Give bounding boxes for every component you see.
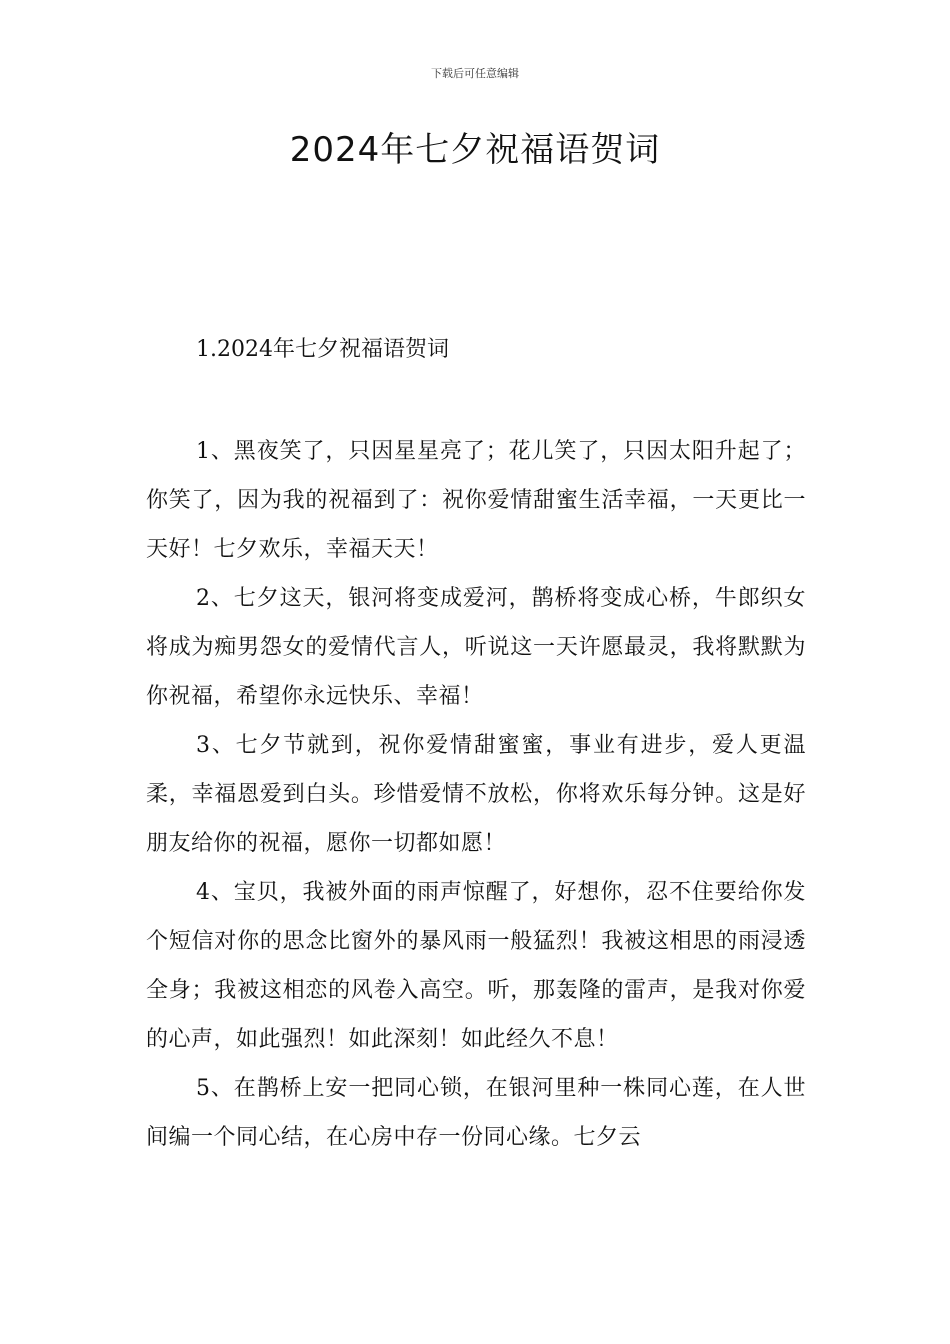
paragraph-4: 4、宝贝，我被外面的雨声惊醒了，好想你，忍不住要给你发个短信对你的思念比窗外的暴风雨一般猛烈！我被这相思的雨浸透全身；我被这相恋的风卷入高空。听，那轰隆的雷声，是我对你爱的心声，如此强烈！如此深刻！如此经久不息！ bbox=[146, 880, 806, 1052]
document-body bbox=[146, 427, 806, 1162]
paragraph-1: 1、黑夜笑了，只因星星亮了；花儿笑了，只因太阳升起了；你笑了，因为我的祝福到了：祝你爱情甜蜜生活幸福，一天更比一天好！七夕欢乐，幸福天天！ bbox=[146, 439, 806, 562]
section-heading: 1.2024年七夕祝福语贺词 bbox=[196, 337, 449, 362]
paragraph-5: 5、在鹊桥上安一把同心锁，在银河里种一株同心莲，在人世间编一个同心结，在心房中存一份同心缘。七夕云 bbox=[146, 1076, 806, 1150]
paragraph-2: 2、七夕这天，银河将变成爱河，鹊桥将变成心桥，牛郎织女将成为痴男怨女的爱情代言人，听说这一天许愿最灵，我将默默为你祝福，希望你永远快乐、幸福！ bbox=[146, 586, 806, 709]
document-title: 2024年七夕祝福语贺词 bbox=[289, 130, 661, 170]
page-header-note: 下载后可任意编辑 bbox=[431, 67, 519, 80]
paragraph-3: 3、七夕节就到，祝你爱情甜蜜蜜，事业有进步，爱人更温柔，幸福恩爱到白头。珍惜爱情不放松，你将欢乐每分钟。这是好朋友给你的祝福，愿你一切都如愿！ bbox=[146, 733, 806, 856]
